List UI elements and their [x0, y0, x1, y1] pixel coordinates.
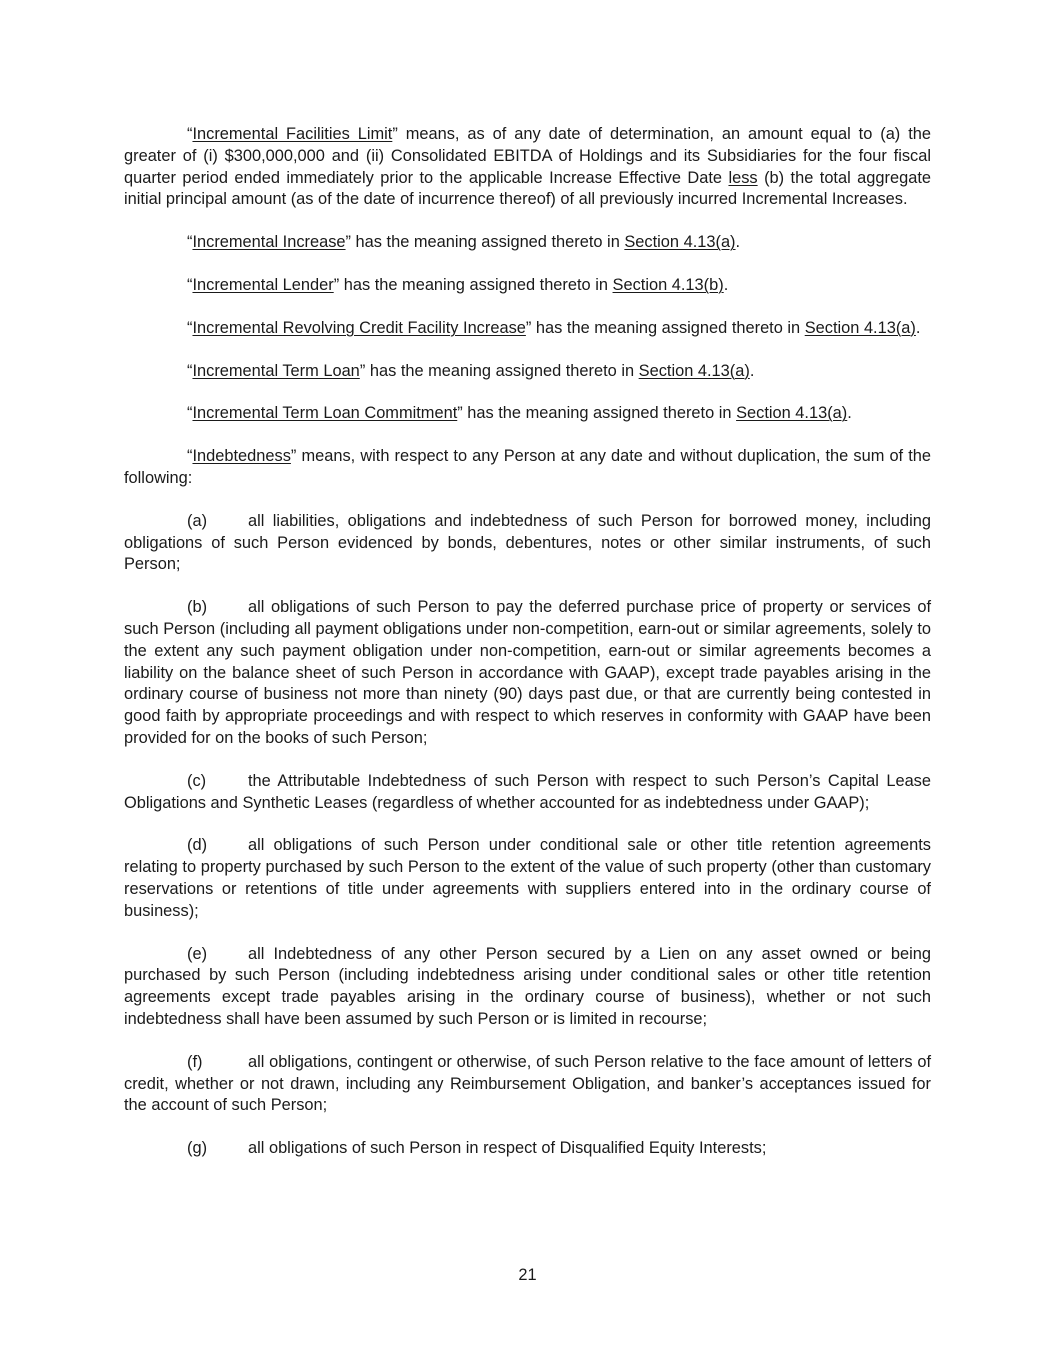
definition-incremental-increase [124, 232, 931, 254]
clause-e [124, 944, 931, 1031]
open-quote: “ [187, 125, 193, 143]
clause-text: all obligations of such Person under conditional sale or other title retention agreements relating to property purchased by such Person to the extent of the value of such property (other than customary reservations or retentions of title under agreements with suppliers entered into in the ordinary course of business); [124, 836, 931, 920]
clause-f [124, 1052, 931, 1117]
definition-incremental-term-loan [124, 361, 931, 383]
section-reference: Section 4.13(a) [624, 233, 736, 252]
definition-text: (b) the total aggregate initial principal amount (as of the date of incurrence thereof) of all previously incurred Incremental Increases. [124, 168, 932, 209]
clause-d [124, 835, 931, 922]
definition-text: has the meaning assigned thereto in [462, 404, 737, 423]
clause-text: all obligations, contingent or otherwise, of such Person relative to the face amount of letters of credit, whether or not drawn, including any Reimbursement Obligation, and banker’s acceptances issued for the account of such Person; [124, 1052, 931, 1115]
close-quote: ” [345, 233, 351, 252]
definition-text: has the meaning assigned thereto in [365, 361, 639, 380]
close-quote: ” [457, 404, 463, 423]
definition-indebtedness [124, 446, 931, 490]
definition-end: . [915, 318, 921, 337]
defined-term: Incremental Increase [192, 233, 346, 252]
definition-text: means, as of any date of determination, an amount equal to (a) the greater of (i) $300,000,000 and (ii) Consolidated EBITDA of Holdings and its Subsidiaries for the four fiscal quarter period ended immediately prior to the applicable Increase Effective Date [124, 125, 931, 187]
clause-label: (g) [187, 1139, 208, 1158]
defined-term: Incremental Revolving Credit Facility Increase [192, 318, 526, 337]
definition-end: . [735, 233, 741, 252]
clause-g [124, 1138, 931, 1160]
clause-label: (d) [187, 836, 208, 855]
clause-c [124, 771, 931, 815]
clause-label: (a) [187, 511, 208, 530]
open-quote: “ [187, 318, 193, 337]
section-reference: Section 4.13(a) [804, 318, 916, 337]
clause-a [124, 511, 931, 576]
open-quote: “ [187, 447, 193, 466]
definition-end: . [847, 404, 852, 423]
definition-incremental-revolving-credit-facility-increase [124, 318, 931, 340]
defined-term: Indebtedness [192, 447, 291, 466]
clause-label: (c) [187, 771, 207, 790]
close-quote: ” [392, 125, 398, 143]
close-quote: ” [525, 318, 532, 337]
defined-term: Incremental Term Loan [192, 361, 360, 380]
clause-label: (f) [187, 1052, 203, 1071]
defined-term: Incremental Term Loan Commitment [192, 404, 458, 423]
close-quote: ” [290, 447, 297, 466]
definition-text: has the meaning assigned thereto in [531, 318, 805, 337]
emphasis-less: less [728, 168, 758, 187]
definition-incremental-lender [124, 275, 931, 297]
open-quote: “ [187, 404, 193, 423]
open-quote: “ [187, 233, 193, 252]
clause-text: all obligations of such Person to pay the deferred purchase price of property or services of such Person (including all payment obligations under non-competition, earn-out or similar agreements, solely to the extent any such payment obligation under non-competition, earn-out or similar agreements becomes a liability on the balance sheet of such Person in accordance with GAAP), except trade payables arising in the ordinary course of business not more than ninety (90) days past due, or that are currently being contested in good faith by appropriate proceedings and with respect to which reserves in conformity with GAAP have been provided for on the books of such Person; [124, 598, 931, 747]
definition-text: has the meaning assigned thereto in [351, 233, 625, 252]
clause-text: all liabilities, obligations and indebtedness of such Person for borrowed money, including obligations of such Person evidenced by bonds, debentures, notes or other similar instruments, of such Person; [124, 511, 931, 574]
defined-term: Incremental Facilities Limit [192, 125, 393, 143]
defined-term: Incremental Lender [192, 275, 334, 294]
close-quote: ” [333, 275, 340, 294]
section-reference: Section 4.13(a) [638, 361, 750, 380]
definition-text: means, with respect to any Person at any date and without duplication, the sum of the following: [124, 447, 931, 487]
clause-label: (b) [187, 598, 208, 617]
close-quote: ” [359, 361, 366, 380]
open-quote: “ [187, 275, 193, 294]
document-page [124, 124, 931, 1181]
page-number: 21 [518, 1266, 537, 1284]
section-reference: Section 4.13(a) [736, 404, 848, 423]
definition-end: . [723, 275, 729, 294]
definition-end: . [749, 361, 755, 380]
clause-label: (e) [187, 944, 208, 963]
open-quote: “ [187, 361, 193, 380]
section-reference: Section 4.13(b) [612, 275, 724, 294]
definition-text: has the meaning assigned thereto in [339, 275, 613, 294]
clause-text: all obligations of such Person in respect of Disqualified Equity Interests; [248, 1139, 767, 1158]
clause-b [124, 597, 931, 750]
definition-incremental-facilities-limit [124, 124, 931, 211]
definition-incremental-term-loan-commitment [124, 403, 931, 425]
clause-text: the Attributable Indebtedness of such Person with respect to such Person’s Capital Lease Obligations and Synthetic Leases (regardless of whether accounted for as indebtedness under GAAP); [124, 771, 931, 812]
clause-text: all Indebtedness of any other Person secured by a Lien on any asset owned or being purchased by such Person (including indebtedness arising under conditional sales or other title retention agreements except trade payables arising in the ordinary course of business), whether or not such indebtedness shall have been assumed by such Person or is limited in recourse; [124, 944, 931, 1028]
